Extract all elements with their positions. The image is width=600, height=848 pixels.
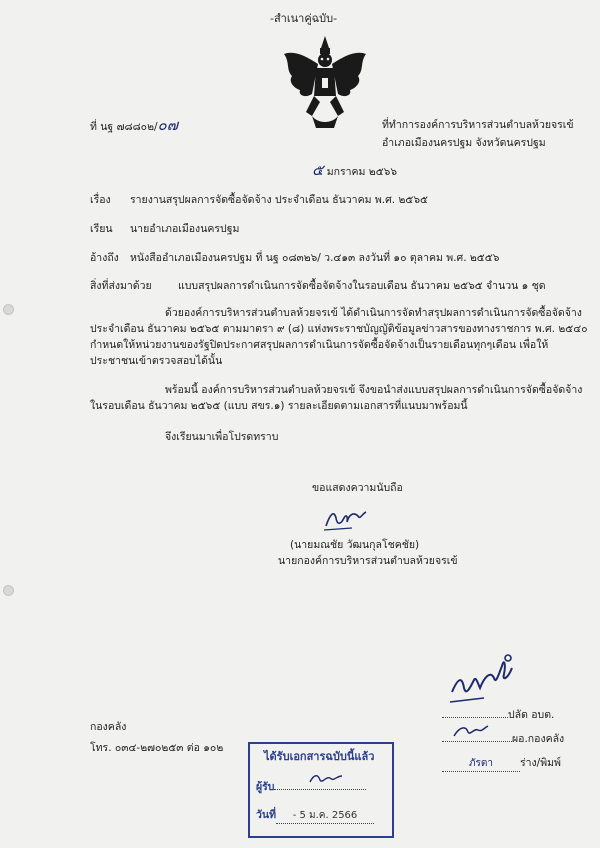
- receipt-receiver-label: ผู้รับ: [256, 781, 275, 793]
- body-para2-line2: ในรอบเดือน ธันวาคม ๒๕๖๕ (แบบ สขร.๑) รายละเอียดตามเอกสารที่แนบมาพร้อมนี้: [90, 400, 468, 412]
- body-para1-line2: ประจำเดือน ธันวาคม ๒๕๖๕ ตามมาตรา ๙ (๘) แห่งพระราชบัญญัติข้อมูลข่าวสารของทางราชการ พ.ศ. ๒๕๔๐: [90, 323, 588, 335]
- receipt-stamp-date: [256, 808, 374, 824]
- enclosure-text: แบบสรุปผลการดำเนินการจัดซื้อจัดจ้างในรอบเดือน ธันวาคม ๒๕๖๕ จำนวน ๑ ชุด: [178, 280, 546, 292]
- receipt-stamp: [248, 742, 394, 838]
- date-day-handwritten: ๕: [312, 161, 324, 179]
- body-para1-line3: กำหนดให้หน่วยงานของรัฐปิดประกาศสรุปผลการดำเนินการจัดซื้อจัดจ้างเป็นรายเดือนทุกๆเดือน เพื่อให้: [90, 339, 549, 351]
- footer-phone: โทร. ๐๓๔-๒๗๐๒๕๓ ต่อ ๑๐๒: [90, 742, 224, 754]
- approval-drafter-label: ร่าง/พิมพ์: [520, 757, 561, 769]
- approval-line-chief: [442, 708, 554, 722]
- document-number-handwritten: ๐๗: [157, 116, 178, 134]
- signature-icon: [322, 504, 370, 534]
- receipt-stamp-title: ได้รับเอกสารฉบับนี้แล้ว: [264, 750, 375, 763]
- sender-address-line2: อำเภอเมืองนครปฐม จังหวัดนครปฐม: [382, 137, 546, 149]
- sender-address-line1: ที่ทำการองค์การบริหารส่วนตำบลห้วยจรเข้: [382, 119, 574, 131]
- recipient-label: เรียน: [90, 223, 113, 235]
- approval-line-finance: [442, 732, 564, 746]
- reference-text: หนังสืออำเภอเมืองนครปฐม ที่ นฐ ๐๘๓๒๖/ ว.๔๑๓ ลงวันที่ ๑๐ ตุลาคม พ.ศ. ๒๕๕๖: [130, 252, 500, 264]
- receipt-date-value: - 5 ม.ค. 2566: [292, 810, 358, 821]
- receipt-date-label: วันที่: [256, 809, 276, 821]
- signatory-position: นายกองค์การบริหารส่วนตำบลห้วยจรเข้: [278, 555, 458, 567]
- handwritten-initials-icon: [448, 648, 520, 708]
- punch-hole-bottom: [3, 585, 14, 596]
- copy-mark: -สำเนาคู่ฉบับ-: [270, 12, 338, 25]
- closing-request: จึงเรียนมาเพื่อโปรดทราบ: [165, 431, 279, 443]
- regards-text: ขอแสดงความนับถือ: [312, 482, 403, 494]
- body-para1-line4: ประชาชนเข้าตรวจสอบได้นั้น: [90, 355, 223, 367]
- reference-label: อ้างถึง: [90, 252, 119, 264]
- document-number: [90, 118, 178, 134]
- body-para2-line1: พร้อมนี้ องค์การบริหารส่วนตำบลห้วยจรเข้ จึงขอนำส่งแบบสรุปผลการดำเนินการจัดซื้อจัดจ้าง: [165, 384, 583, 396]
- signatory-name: (นายมณชัย วัฒนกุลโชคชัย): [290, 539, 420, 551]
- subject-text: รายงานสรุปผลการจัดซื้อจัดจ้าง ประจำเดือน ธันวาคม พ.ศ. ๒๕๖๕: [130, 194, 428, 206]
- garuda-emblem-icon: [282, 34, 368, 130]
- document-date: [312, 163, 397, 179]
- approval-finance-label: ผอ.กองคลัง: [512, 733, 565, 745]
- recipient-text: นายอำเภอเมืองนครปฐม: [130, 223, 240, 235]
- drafter-handwritten: ภัรตา: [468, 758, 494, 769]
- date-month-year: มกราคม ๒๕๖๖: [326, 166, 397, 178]
- punch-hole-top: [3, 304, 14, 315]
- document-number-label: ที่ นฐ ๗๘๘๐๒/: [90, 121, 158, 133]
- receiver-signature-icon: [308, 770, 348, 788]
- footer-division: กองคลัง: [90, 721, 127, 733]
- approval-line-drafter: [442, 756, 561, 772]
- body-para1-line1: ด้วยองค์การบริหารส่วนตำบลห้วยจรเข้ ได้ดำเนินการจัดทำสรุปผลการดำเนินการจัดซื้อจัดจ้าง: [165, 307, 582, 319]
- approval-chief-label: ปลัด อบต.: [508, 709, 555, 721]
- enclosure-label: สิ่งที่ส่งมาด้วย: [90, 280, 152, 292]
- subject-label: เรื่อง: [90, 194, 111, 206]
